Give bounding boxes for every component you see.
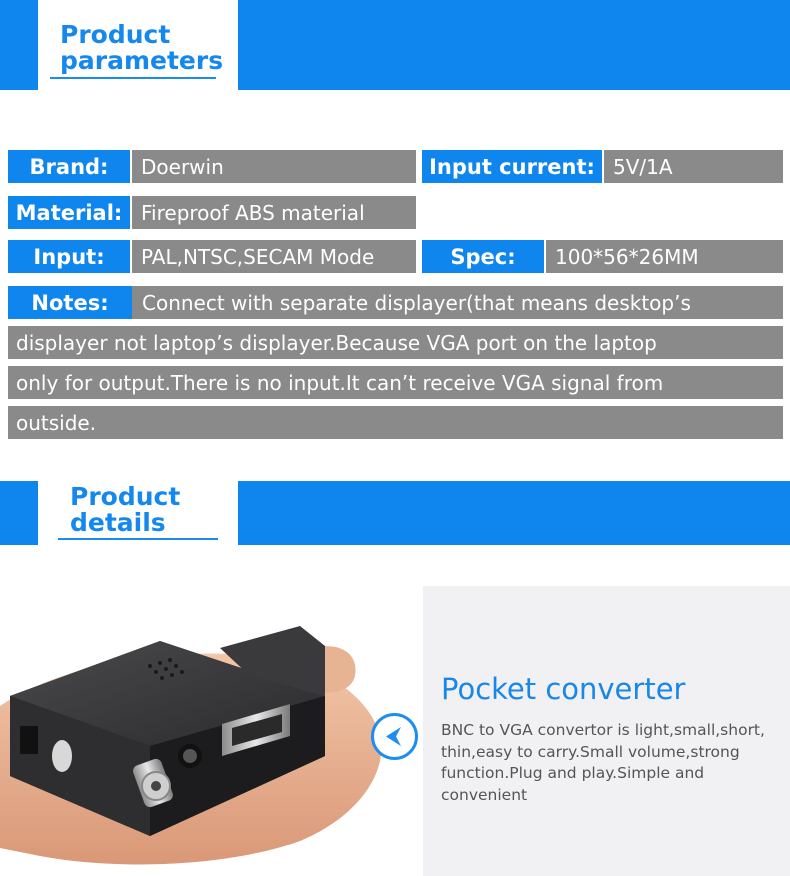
brand-row [8,150,416,183]
pocket-converter-description: BNC to VGA convertor is light,small,short, thin,easy to carry.Small volume,strong function.Plug and play.Simple and convenient [441,721,765,804]
material-row [8,196,416,229]
brand-label: Brand: [8,150,130,183]
spec-label: Spec: [422,240,544,273]
input-row [8,240,416,273]
section-title-parameters: Product parameters [60,20,224,75]
notes-text-1: Connect with separate displayer(that means desktop’s [142,290,691,315]
product-parameters-header [0,0,790,90]
header-bar-right [238,481,790,545]
brand-value: Doerwin [132,150,416,183]
arrow-left-icon [374,716,415,757]
header-bar-left [0,0,38,90]
header-bar-right [238,0,790,90]
notes-line-3 [8,366,783,399]
notes-line-4 [8,406,783,439]
input-label: Input: [8,240,130,273]
input-current-label: Input current: [422,150,602,183]
input-value: PAL,NTSC,SECAM Mode [132,240,416,273]
left-arrow-button[interactable] [371,713,418,760]
notes-text-4: outside. [16,410,97,435]
material-value: Fireproof ABS material [132,196,416,229]
notes-text-2: displayer not laptop’s displayer.Because VGA port on the laptop [16,330,657,355]
header-bar-left [0,481,38,545]
section-title-details: Product details [70,482,181,537]
header-underline [58,538,218,540]
product-details-header [0,481,790,545]
video-converter-illustration [0,586,423,876]
spec-value: 100*56*26MM [546,240,783,273]
notes-text-3: only for output.There is no input.It can’t receive VGA signal from [16,370,664,395]
spec-row [422,240,783,273]
notes-line-2 [8,326,783,359]
header-underline [50,77,216,79]
product-photo [0,586,423,876]
pocket-converter-title: Pocket converter [441,672,686,706]
notes-label: Notes: [8,286,132,319]
input-current-value: 5V/1A [604,150,783,183]
material-label: Material: [8,196,130,229]
input-current-row [422,150,783,183]
notes-line-1 [8,286,783,319]
